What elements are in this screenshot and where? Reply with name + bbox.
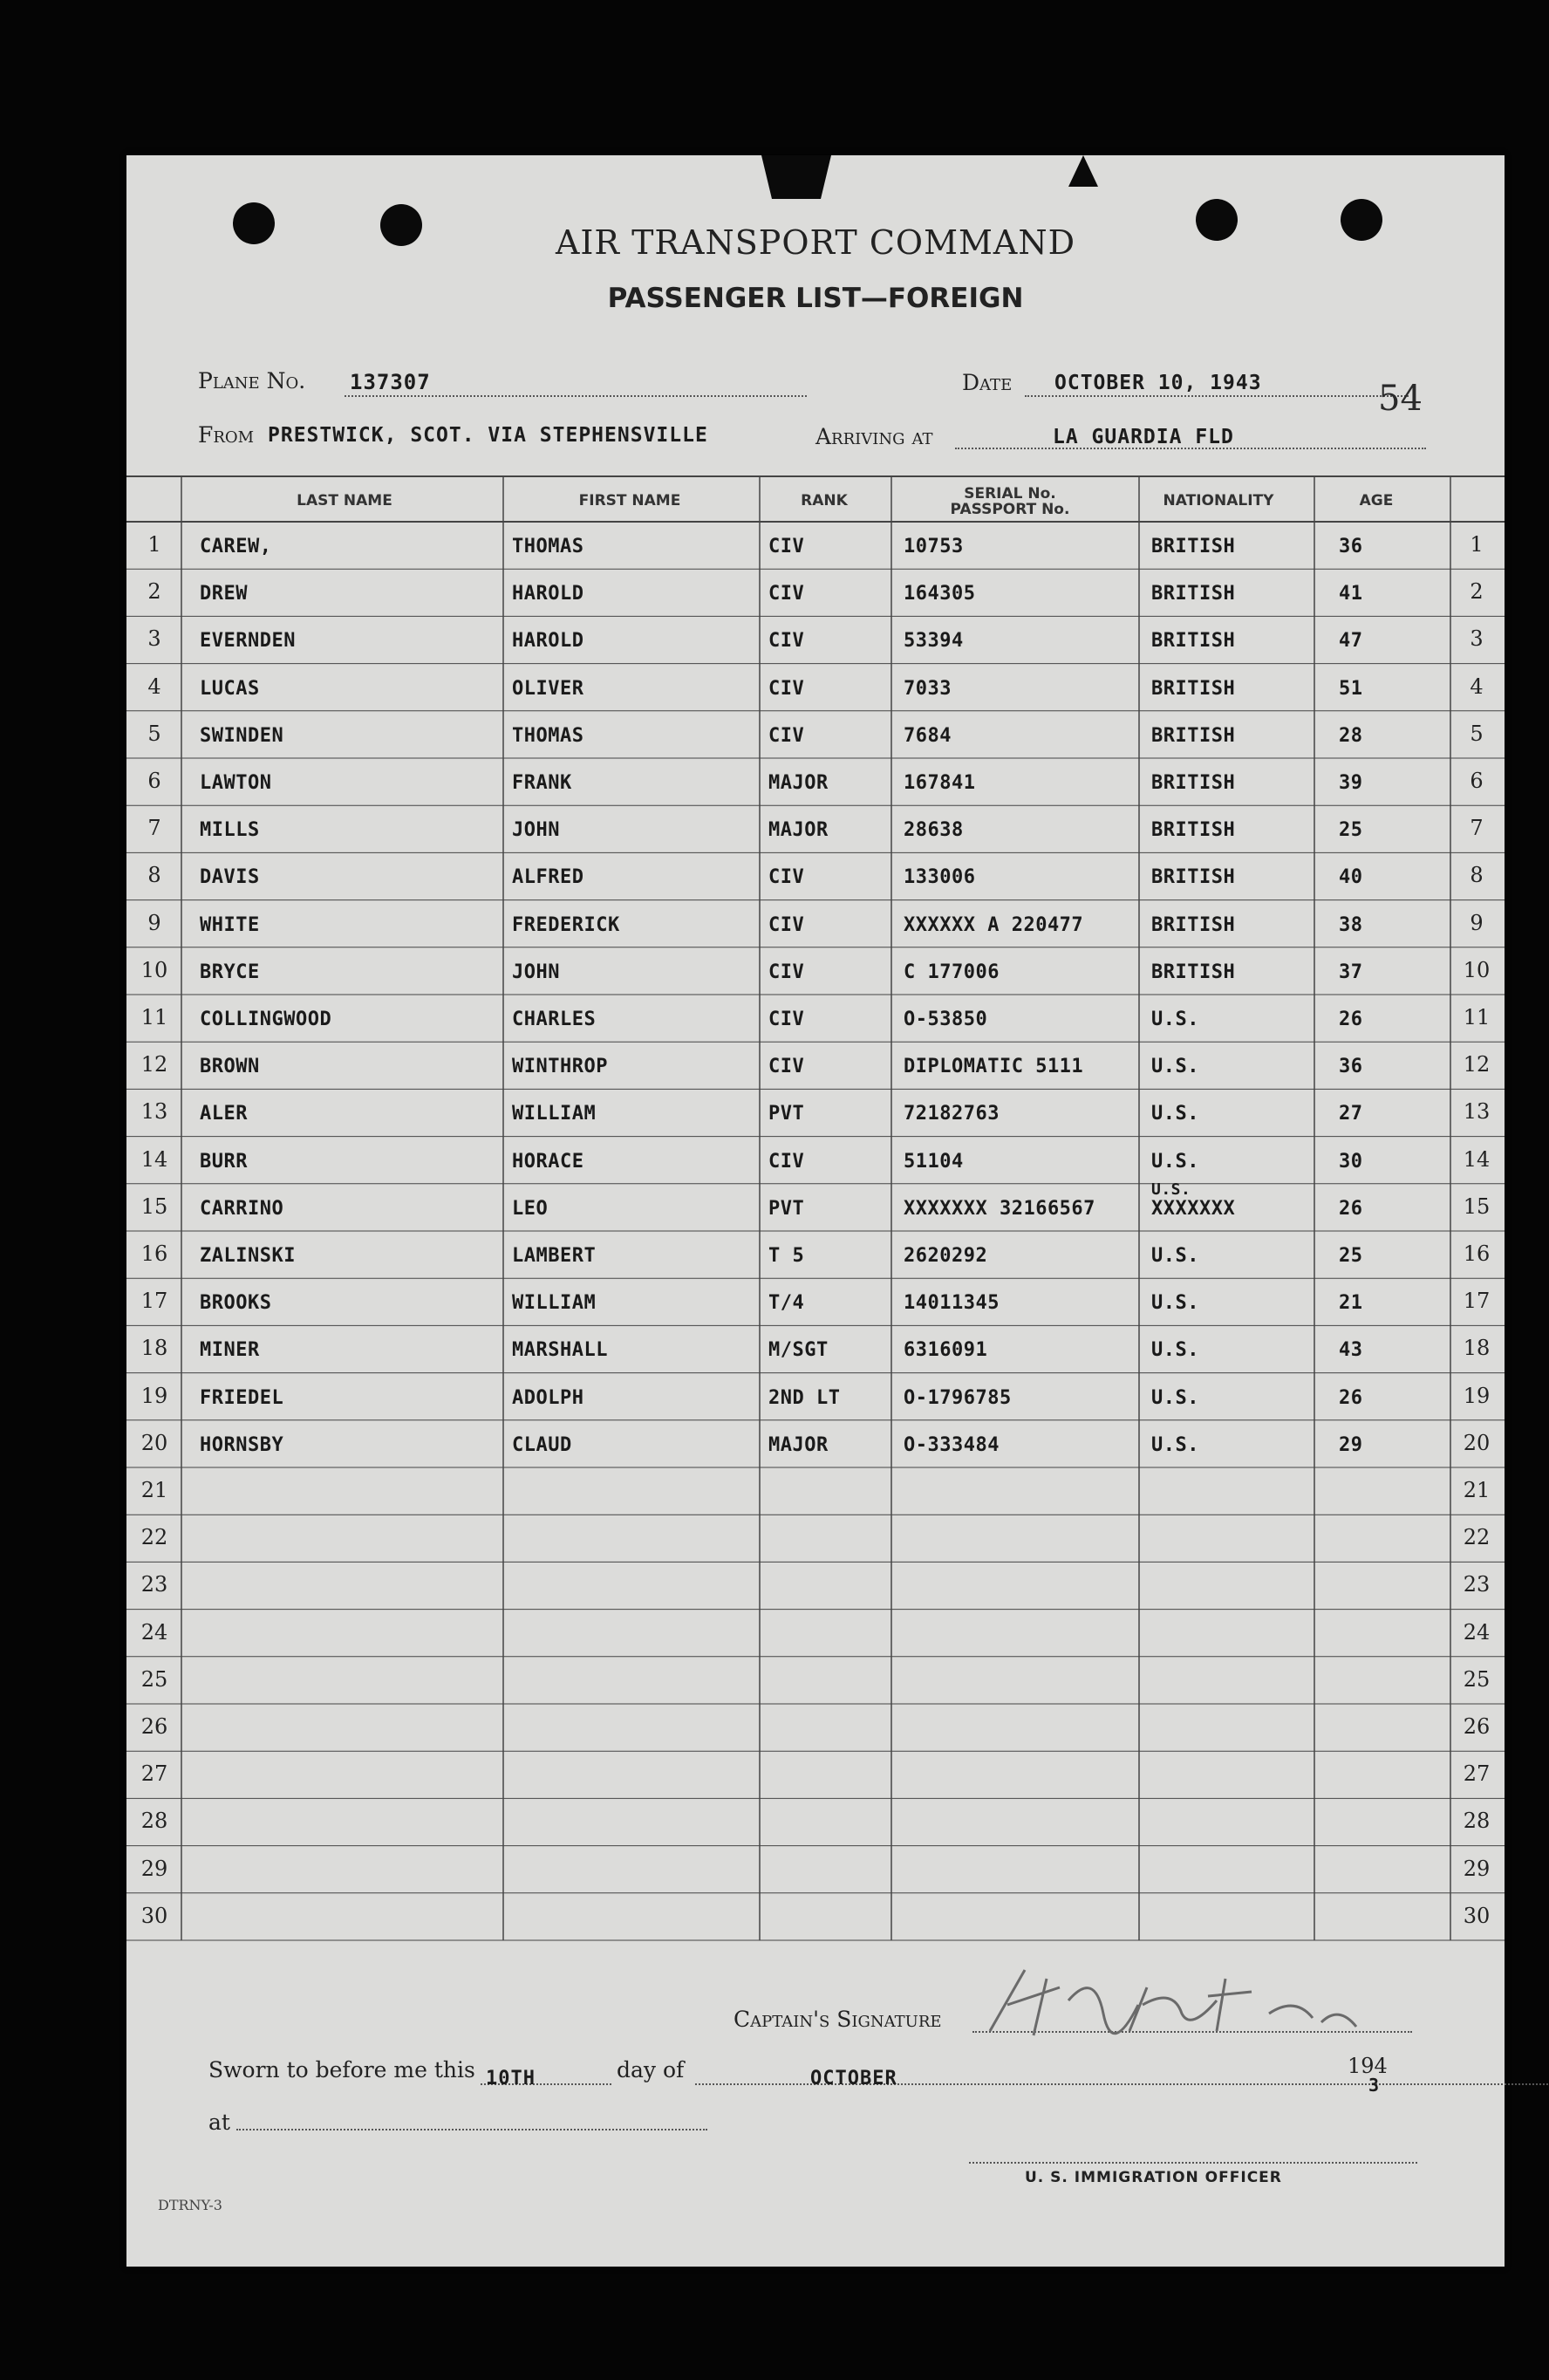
cell-serial: XXXXXXX 32166567 [904,1197,1095,1220]
cell-first-name: CHARLES [512,1009,597,1030]
cell-serial: O-1796785 [904,1386,1012,1409]
cell-rank: CIV [768,961,805,983]
cell-first-name: CLAUD [512,1433,572,1456]
cell-nationality: XXXXXXX [1151,1197,1236,1220]
cell-first-name: WILLIAM [512,1292,597,1315]
cell-serial: 28638 [904,819,964,842]
col-header-age: AGE [1359,492,1394,510]
col-header-serial: SERIAL No. [964,485,1056,503]
cell-rank: CIV [768,583,805,605]
row-number-left: 27 [140,1761,168,1787]
row-number-left: 14 [140,1146,168,1172]
cell-serial: 167841 [904,772,976,794]
col-header-first-name: FIRST NAME [578,492,681,510]
plane-number: 137307 [350,370,431,394]
cell-last-name: BROOKS [200,1292,272,1315]
form-code: DTRNY-3 [158,2197,222,2213]
cell-serial: 7033 [904,677,952,700]
captain-signature [964,1953,1417,2048]
row-number-left: 23 [140,1572,168,1597]
cell-serial: XXXXXX A 220477 [904,913,1084,936]
cell-serial: 164305 [904,583,976,605]
row-number-left: 7 [147,816,161,841]
row-number-left: 24 [140,1619,168,1645]
cell-serial: C 177006 [904,961,1000,983]
cell-last-name: SWINDEN [200,724,284,747]
cell-nationality: U.S. [1151,1056,1199,1078]
cell-nationality: U.S. [1151,1433,1199,1456]
row-number-right: 16 [1463,1241,1491,1266]
page-number: 54 [1378,379,1423,419]
cell-last-name: CAREW, [200,536,272,557]
cell-nationality: U.S. [1151,1150,1199,1173]
row-number-right: 14 [1463,1146,1491,1172]
cell-age: 28 [1339,724,1363,747]
cell-age: 38 [1339,913,1363,936]
cell-nationality: BRITISH [1151,772,1236,794]
cell-rank: PVT [768,1103,805,1125]
row-number-left: 12 [140,1052,168,1077]
cell-last-name: CARRINO [200,1197,284,1220]
from-value: PRESTWICK, SCOT. VIA STEPHENSVILLE [268,424,708,447]
cell-age: 26 [1339,1386,1363,1409]
cell-rank: T 5 [768,1245,805,1267]
row-number-left: 4 [147,674,161,699]
row-number-right: 7 [1470,816,1484,841]
row-number-right: 22 [1463,1525,1491,1550]
year-suffix: 3 [1368,2075,1381,2096]
cell-rank: 2ND LT [768,1386,841,1409]
cell-nationality: U.S. [1151,1103,1199,1125]
cell-rank: MAJOR [768,1433,829,1456]
table-grid [126,155,1505,2267]
at-line [236,2129,707,2130]
cell-first-name: HAROLD [512,630,584,653]
cell-age: 39 [1339,772,1363,794]
cell-age: 40 [1339,866,1363,889]
cell-nationality: BRITISH [1151,677,1236,700]
cell-serial: 6316091 [904,1339,988,1362]
row-number-right: 27 [1463,1761,1491,1787]
officer-line [969,2162,1417,2164]
date-value: OCTOBER 10, 1943 [1054,372,1262,394]
row-number-left: 10 [140,957,168,982]
row-number-left: 22 [140,1525,168,1550]
officer-label: U. S. IMMIGRATION OFFICER [1025,2169,1282,2186]
cell-last-name: HORNSBY [200,1433,284,1456]
row-number-right: 11 [1463,1005,1491,1029]
cell-age: 36 [1339,1056,1363,1078]
cell-age: 41 [1339,583,1363,605]
cell-first-name: JOHN [512,819,560,842]
row-number-right: 21 [1463,1478,1491,1502]
row-number-right: 17 [1463,1289,1491,1314]
cell-nationality: U.S. [1151,1339,1199,1362]
cell-rank: CIV [768,1056,805,1078]
cell-last-name: FRIEDEL [200,1386,284,1409]
cell-serial: 2620292 [904,1245,988,1267]
cell-first-name: HAROLD [512,583,584,605]
row-number-right: 4 [1470,674,1484,699]
cell-rank: CIV [768,677,805,700]
cell-age: 29 [1339,1433,1363,1456]
row-number-left: 3 [147,626,161,652]
cell-rank: CIV [768,1009,805,1030]
row-number-right: 30 [1463,1903,1491,1928]
cell-last-name: MILLS [200,819,260,842]
cell-last-name: ALER [200,1103,248,1125]
cell-rank: MAJOR [768,819,829,842]
row-number-right: 1 [1470,532,1484,557]
from-label: From [198,422,255,448]
row-number-left: 29 [140,1856,168,1881]
captain-signature-label: Captain's Signature [734,2007,942,2032]
cell-rank: T/4 [768,1292,805,1315]
row-number-right: 20 [1463,1430,1491,1455]
row-number-right: 8 [1470,863,1484,888]
cell-rank: MAJOR [768,772,829,794]
cell-nationality: BRITISH [1151,961,1236,983]
row-number-left: 17 [140,1289,168,1314]
cell-nationality: U.S. [1151,1292,1199,1315]
cell-nationality: BRITISH [1151,724,1236,747]
cell-nationality-correction: U.S. [1151,1180,1191,1199]
form-subtitle: PASSENGER LIST—FOREIGN [607,283,1024,314]
plane-label: Plane No. [198,368,306,393]
cell-first-name: ALFRED [512,866,584,889]
row-number-left: 18 [140,1336,168,1361]
cell-serial: 133006 [904,866,976,889]
year-prefix: 194 [1348,2054,1388,2078]
arriving-value: LA GUARDIA FLD [1053,426,1234,448]
cell-age: 51 [1339,677,1363,700]
row-number-right: 26 [1463,1714,1491,1739]
row-number-left: 6 [147,769,161,793]
cell-last-name: EVERNDEN [200,630,296,653]
cell-last-name: COLLINGWOOD [200,1009,332,1030]
cell-nationality: BRITISH [1151,583,1236,605]
row-number-right: 24 [1463,1619,1491,1645]
cell-nationality: BRITISH [1151,819,1236,842]
cell-first-name: THOMAS [512,724,584,747]
row-number-left: 20 [140,1430,168,1455]
cell-age: 26 [1339,1009,1363,1030]
cell-age: 26 [1339,1197,1363,1220]
cell-first-name: FRANK [512,772,572,794]
row-number-left: 11 [140,1005,168,1029]
cell-first-name: JOHN [512,961,560,983]
cell-first-name: WILLIAM [512,1103,597,1125]
cell-last-name: BRYCE [200,961,260,983]
cell-last-name: BURR [200,1150,248,1173]
row-number-right: 12 [1463,1052,1491,1077]
row-number-left: 16 [140,1241,168,1266]
cell-age: 21 [1339,1292,1363,1315]
cell-first-name: FREDERICK [512,913,620,936]
cell-serial: 14011345 [904,1292,1000,1315]
row-number-right: 9 [1470,910,1484,935]
row-number-left: 1 [147,532,161,557]
cell-serial: 10753 [904,536,964,557]
cell-nationality: BRITISH [1151,536,1236,557]
row-number-left: 19 [140,1383,168,1408]
cell-rank: CIV [768,913,805,936]
cell-age: 25 [1339,1245,1363,1267]
row-number-left: 25 [140,1666,168,1692]
cell-first-name: OLIVER [512,677,584,700]
cell-rank: CIV [768,536,805,557]
col-header-rank: RANK [801,492,848,510]
cell-nationality: U.S. [1151,1009,1199,1030]
cell-rank: M/SGT [768,1339,829,1362]
cell-serial: 72182763 [904,1103,1000,1125]
row-number-left: 21 [140,1478,168,1502]
row-number-right: 28 [1463,1809,1491,1834]
cell-nationality: BRITISH [1151,913,1236,936]
cell-last-name: ZALINSKI [200,1245,296,1267]
row-number-right: 25 [1463,1666,1491,1692]
col-header-last-name: LAST NAME [297,492,392,510]
date-label: Date [962,370,1013,395]
cell-age: 30 [1339,1150,1363,1173]
cell-first-name: ADOLPH [512,1386,584,1409]
row-number-left: 13 [140,1099,168,1125]
day-of-text: day of [617,2057,685,2082]
cell-rank: CIV [768,724,805,747]
cell-age: 25 [1339,819,1363,842]
cell-rank: CIV [768,1150,805,1173]
row-number-right: 10 [1463,957,1491,982]
at-label: at [208,2110,230,2135]
cell-age: 47 [1339,630,1363,653]
sworn-month: OCTOBER [810,2068,897,2089]
cell-last-name: DAVIS [200,866,260,889]
cell-first-name: HORACE [512,1150,584,1173]
row-number-right: 5 [1470,721,1484,746]
row-number-right: 23 [1463,1572,1491,1597]
row-number-right: 6 [1470,769,1484,793]
cell-nationality: BRITISH [1151,630,1236,653]
col-header-passport: PASSPORT No. [950,501,1070,518]
row-number-left: 28 [140,1809,168,1834]
row-number-left: 15 [140,1193,168,1219]
cell-last-name: DREW [200,583,248,605]
cell-first-name: LAMBERT [512,1245,597,1267]
cell-first-name: WINTHROP [512,1056,608,1078]
cell-age: 37 [1339,961,1363,983]
cell-age: 43 [1339,1339,1363,1362]
row-number-right: 19 [1463,1383,1491,1408]
row-number-left: 9 [147,910,161,935]
row-number-right: 29 [1463,1856,1491,1881]
cell-first-name: MARSHALL [512,1339,608,1362]
cell-last-name: BROWN [200,1056,260,1078]
cell-last-name: MINER [200,1339,260,1362]
row-number-right: 13 [1463,1099,1491,1125]
row-number-right: 18 [1463,1336,1491,1361]
cell-age: 36 [1339,536,1363,557]
passenger-list-form [126,155,1505,2267]
cell-last-name: WHITE [200,913,260,936]
cell-rank: PVT [768,1197,805,1220]
sworn-day: 10TH [486,2068,536,2089]
cell-first-name: LEO [512,1197,549,1220]
cell-last-name: LAWTON [200,772,272,794]
cell-serial: O-333484 [904,1433,1000,1456]
cell-nationality: BRITISH [1151,866,1236,889]
row-number-right: 2 [1470,579,1484,605]
cell-serial: 51104 [904,1150,964,1173]
cell-nationality: U.S. [1151,1386,1199,1409]
arriving-label: Arriving at [815,424,933,449]
row-number-left: 30 [140,1903,168,1928]
cell-serial: 53394 [904,630,964,653]
cell-rank: CIV [768,630,805,653]
row-number-right: 3 [1470,626,1484,652]
row-number-right: 15 [1463,1193,1491,1219]
row-number-left: 8 [147,863,161,888]
form-title: AIR TRANSPORT COMMAND [555,223,1076,262]
cell-age: 27 [1339,1103,1363,1125]
cell-nationality: U.S. [1151,1245,1199,1267]
cell-serial: O-53850 [904,1009,988,1030]
col-header-nationality: NATIONALITY [1163,492,1274,510]
cell-first-name: THOMAS [512,536,584,557]
cell-serial: DIPLOMATIC 5111 [904,1056,1084,1078]
cell-rank: CIV [768,866,805,889]
row-number-left: 5 [147,721,161,746]
row-number-left: 2 [147,579,161,605]
cell-last-name: LUCAS [200,677,260,700]
row-number-left: 26 [140,1714,168,1739]
sworn-text: Sworn to before me this [208,2057,475,2082]
cell-serial: 7684 [904,724,952,747]
